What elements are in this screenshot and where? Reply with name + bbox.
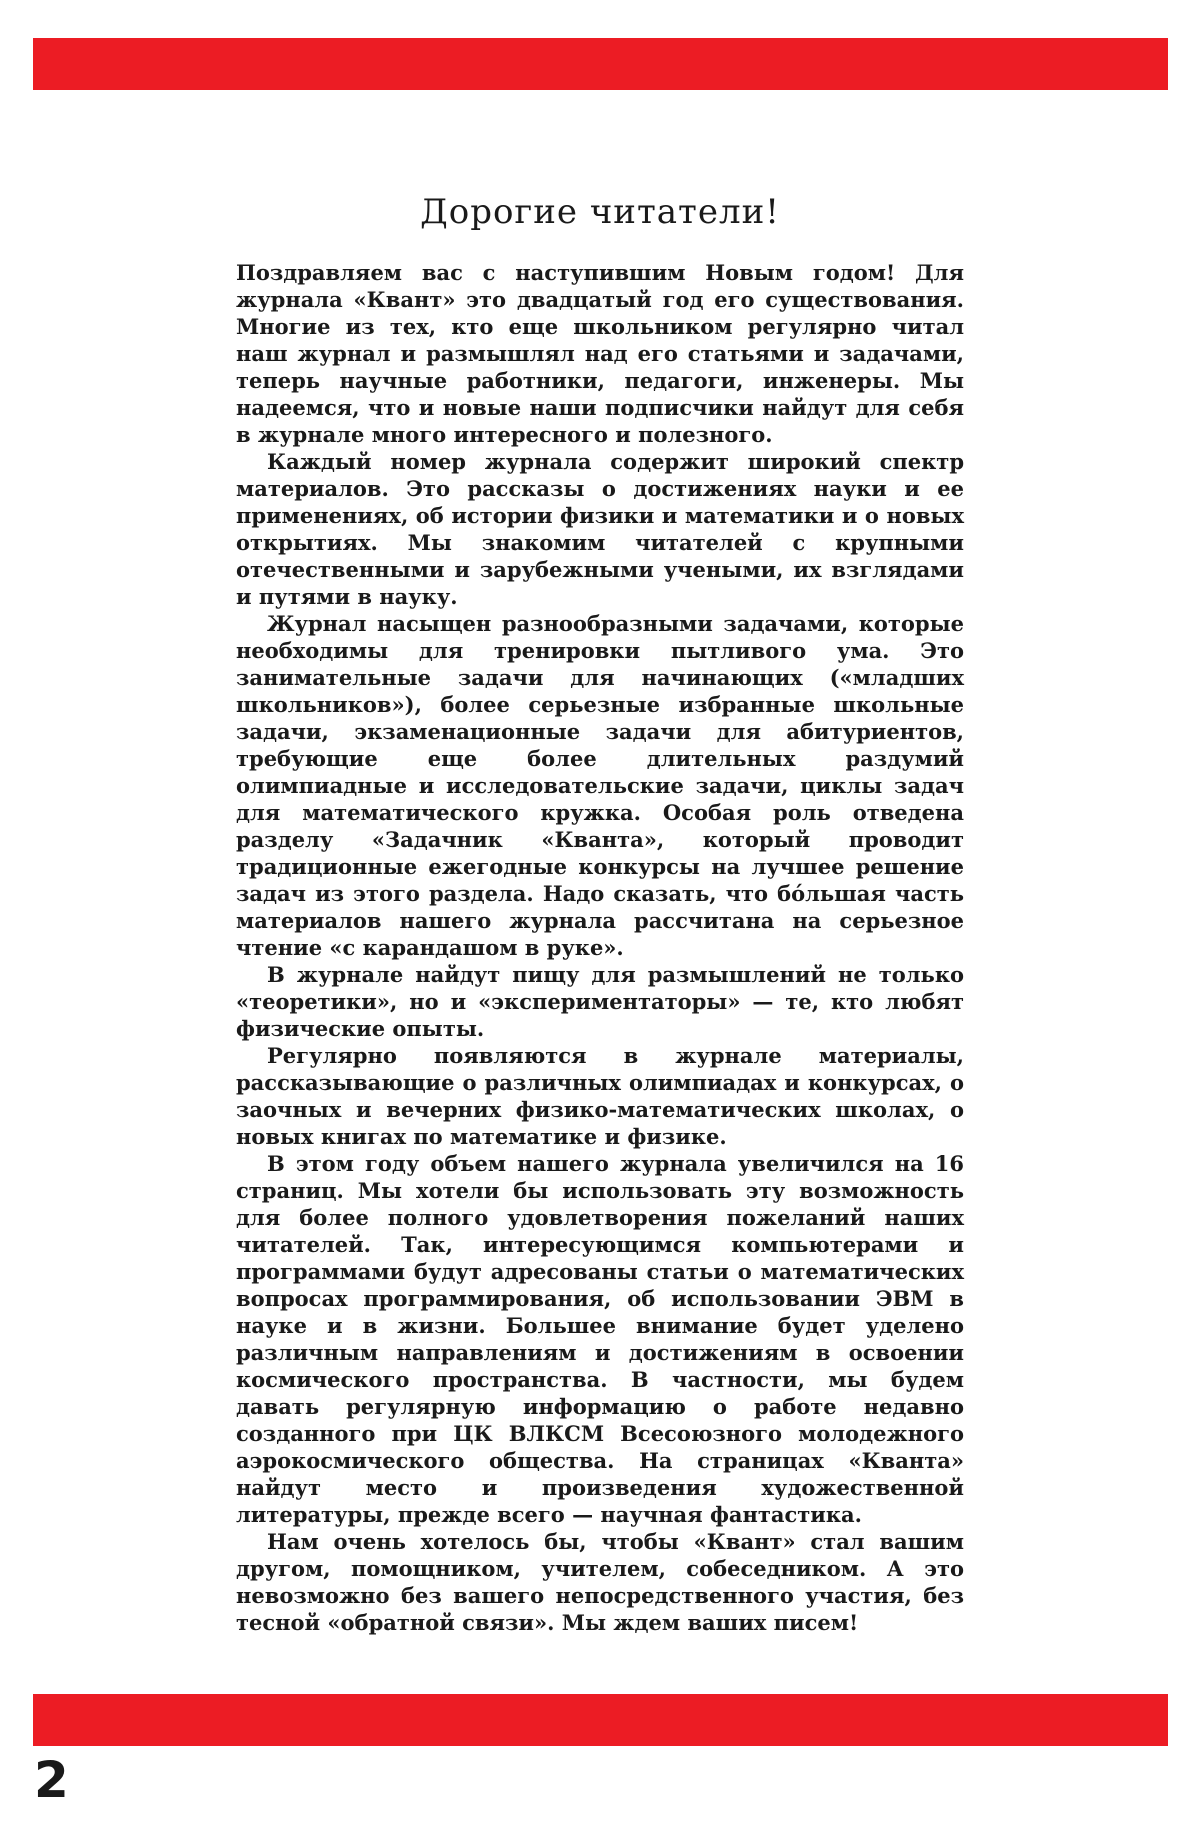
paragraph-6: В этом году объем нашего журнала увеличился на 16 страниц. Мы хотели бы использовать эту возможность для более полного удовлетворения пожеланий наших читателей. Так, интересующимся компьютерами и программами будут адресованы статьи о математических вопросах программирования, об использовании ЭВМ в науке и в жизни. Большее внимание будет уделено различным направлениям и достижениям в освоении космического пространства. В частности, мы будем давать регулярную информацию о работе недавно созданного при ЦК ВЛКСМ Всесоюзного молодежного аэрокосмического общества. На страницах «Кванта» найдут место и произведения художественной литературы, прежде всего — научная фантастика. xyxy=(236,1151,964,1527)
page-title: Дорогие читатели! xyxy=(420,192,780,232)
bottom-red-band xyxy=(33,1694,1168,1746)
paragraph-3: Журнал насыщен разнообразными задачами, которые необходимы для тренировки пытливого ума. Это занимательные задачи для начинающих («младших школьников»), более серьезные избранные школьные задачи, экзаменационные задачи для абитуриентов, требующие еще более длительных раздумий олимпиадные и исследовательские задачи, циклы задач для математического кружка. Особая роль отведена разделу «Задачник «Кванта», который проводит традиционные ежегодные конкурсы на лучшее решение задач из этого раздела. Надо сказать, что бóльшая часть материалов нашего журнала рассчитана на серьезное чтение «с карандашом в руке». xyxy=(236,611,964,960)
paragraph-7: Нам очень хотелось бы, чтобы «Квант» стал вашим другом, помощником, учителем, собеседником. А это невозможно без вашего непосредственного участия, без тесной «обратной связи». Мы ждем ваших писем! xyxy=(236,1529,964,1635)
article-body xyxy=(236,259,964,1636)
paragraph-5: Регулярно появляются в журнале материалы, рассказывающие о различных олимпиадах и конкурсах, о заочных и вечерних физико-математических школах, о новых книгах по математике и физике. xyxy=(236,1043,964,1149)
paragraph-4: В журнале найдут пищу для размышлений не только «теоретики», но и «экспериментаторы» — те, кто любят физические опыты. xyxy=(236,962,964,1041)
paragraph-1: Поздравляем вас с наступившим Новым годом! Для журнала «Квант» это двадцатый год его существования. Многие из тех, кто еще школьником регулярно читал наш журнал и размышлял над его статьями и задачами, теперь научные работники, педагоги, инженеры. Мы надеемся, что и новые наши подписчики найдут для себя в журнале много интересного и полезного. xyxy=(236,260,964,447)
paragraph-2: Каждый номер журнала содержит широкий спектр материалов. Это рассказы о достижениях науки и ее применениях, об истории физики и математики и о новых открытиях. Мы знакомим читателей с крупными отечественными и зарубежными учеными, их взглядами и путями в науку. xyxy=(236,449,964,609)
page-number: 2 xyxy=(34,1751,69,1809)
top-red-band xyxy=(33,38,1168,90)
